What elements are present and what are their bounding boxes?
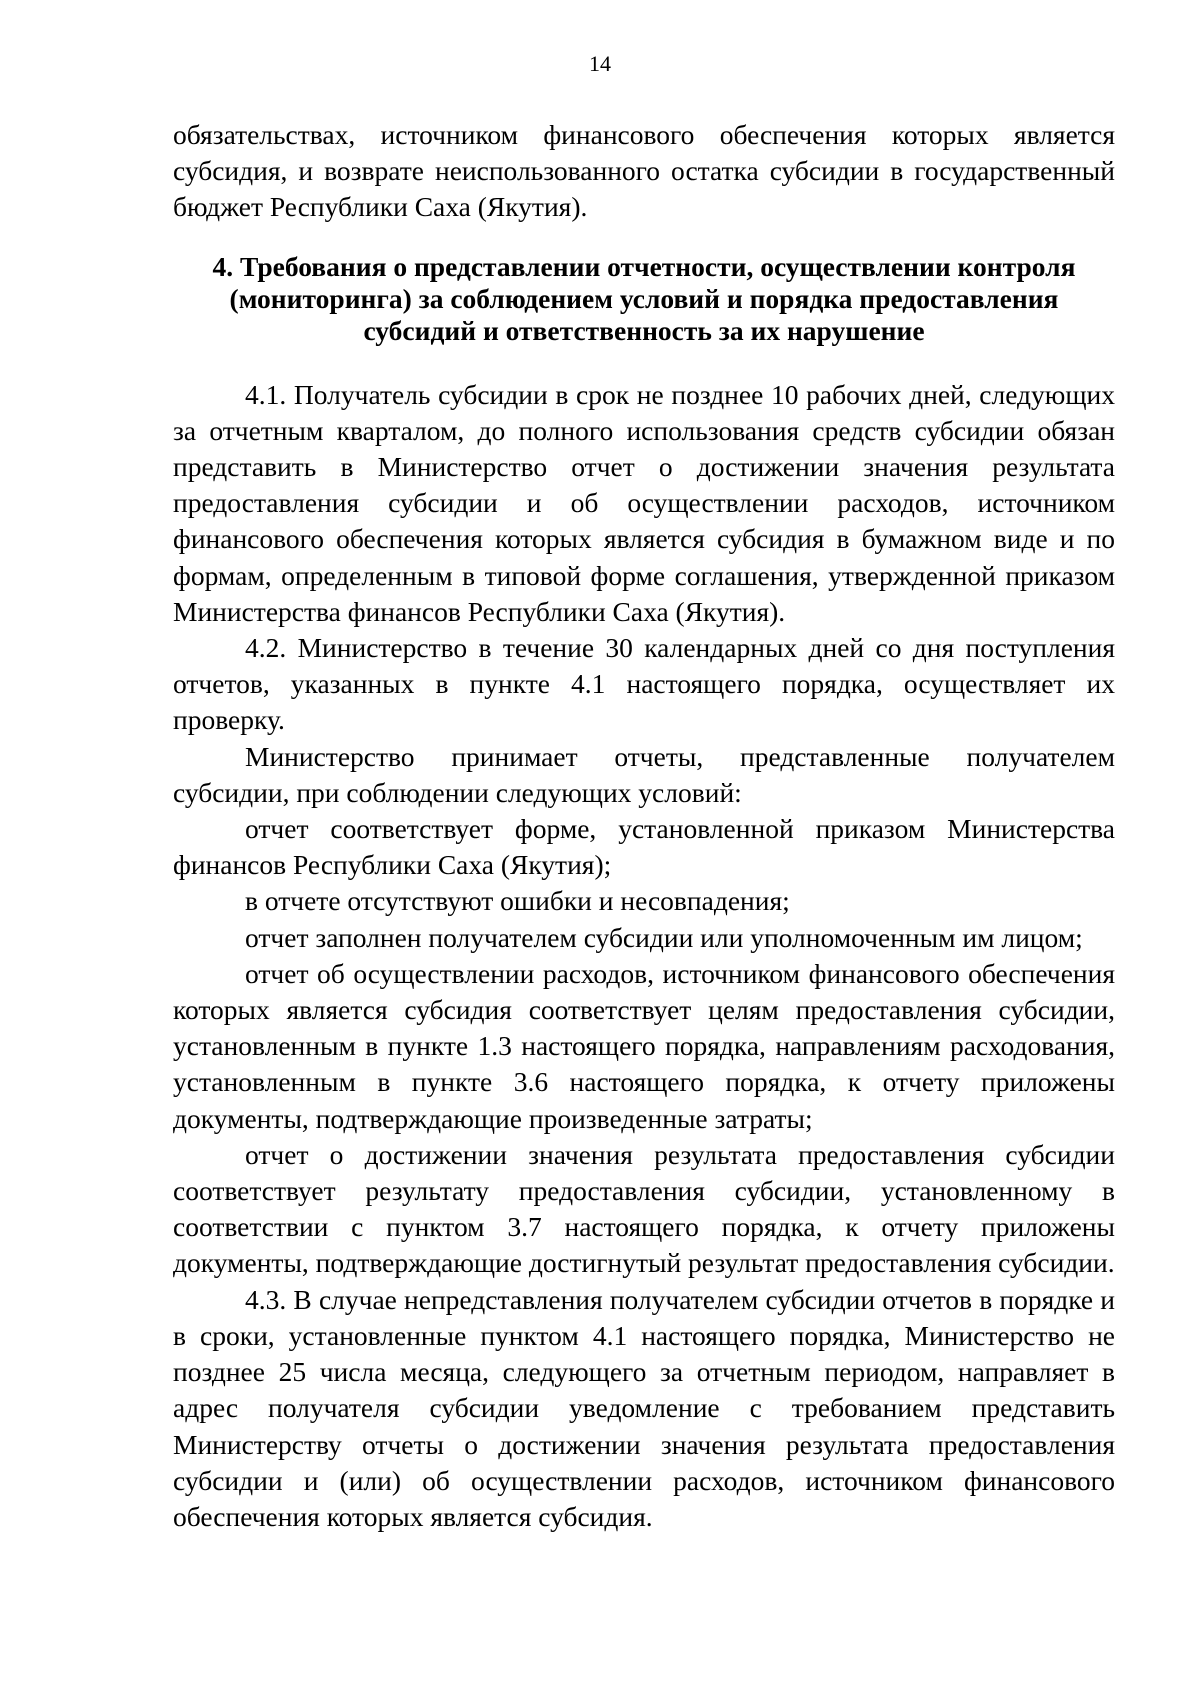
condition-expenses-report: отчет об осуществлении расходов, источником финансового обеспечения которых является субсидия соответствует целям предоставления субсидии, установленным в пункте 1.3 настоящего порядка, направлениям расходования, установленным в пункте 3.6 настоящего порядка, к отчету приложены документы, подтверждающие произведенные затраты;	[173, 957, 1115, 1134]
document-body	[173, 117, 1115, 1535]
paragraph-4-1: 4.1. Получатель субсидии в срок не позднее 10 рабочих дней, следующих за отчетным кварталом, до полного использования средств субсидии обязан представить в Министерство отчет о достижении значения результата предоставления субсидии и об осуществлении расходов, источником финансового обеспечения которых является субсидия в бумажном виде и по формам, определенным в типовой форме соглашения, утвержденной приказом Министерства финансов Республики Саха (Якутия).	[173, 378, 1115, 627]
intro-paragraph: обязательствах, источником финансового обеспечения которых является субсидия, и возврате неиспользованного остатка субсидии в государственный бюджет Республики Саха (Якутия).	[173, 119, 1115, 223]
condition-result-report: отчет о достижении значения результата предоставления субсидии соответствует результату предоставления субсидии, установленному в соответствии с пунктом 3.7 настоящего порядка, к отчету приложены документы, подтверждающие достигнутый результат предоставления субсидии.	[173, 1138, 1115, 1279]
condition-no-errors: в отчете отсутствуют ошибки и несовпадения;	[245, 885, 790, 917]
paragraph-4-2: 4.2. Министерство в течение 30 календарных дней со дня поступления отчетов, указанных в пункте 4.1 настоящего порядка, осуществляет их проверку.	[173, 632, 1115, 736]
section-heading-line-1: 4. Требования о представлении отчетности, осуществлении контроля	[212, 250, 1076, 282]
section-heading-line-2: (мониторинга) за соблюдением условий и порядка предоставления	[229, 282, 1059, 314]
section-heading	[173, 226, 1115, 377]
paragraph-acceptance-conditions: Министерство принимает отчеты, представленные получателем субсидии, при соблюдении следующих условий:	[173, 740, 1115, 808]
section-heading-line-3: субсидий и ответственность за их нарушение	[363, 314, 925, 346]
condition-filled-by: отчет заполнен получателем субсидии или уполномоченным им лицом;	[245, 921, 1083, 953]
paragraph-4-3: 4.3. В случае непредставления получателем субсидии отчетов в порядке и в сроки, установленные пунктом 4.1 настоящего порядка, Министерство не позднее 25 числа месяца, следующего за отчетным периодом, направляет в адрес получателя субсидии уведомление с требованием представить Министерству отчеты о достижении значения результата предоставления субсидии и (или) об осуществлении расходов, источником финансового обеспечения которых является субсидия.	[173, 1283, 1115, 1532]
page-number: 14	[589, 51, 611, 76]
condition-form: отчет соответствует форме, установленной приказом Министерства финансов Республики Саха (Якутия);	[173, 813, 1115, 881]
